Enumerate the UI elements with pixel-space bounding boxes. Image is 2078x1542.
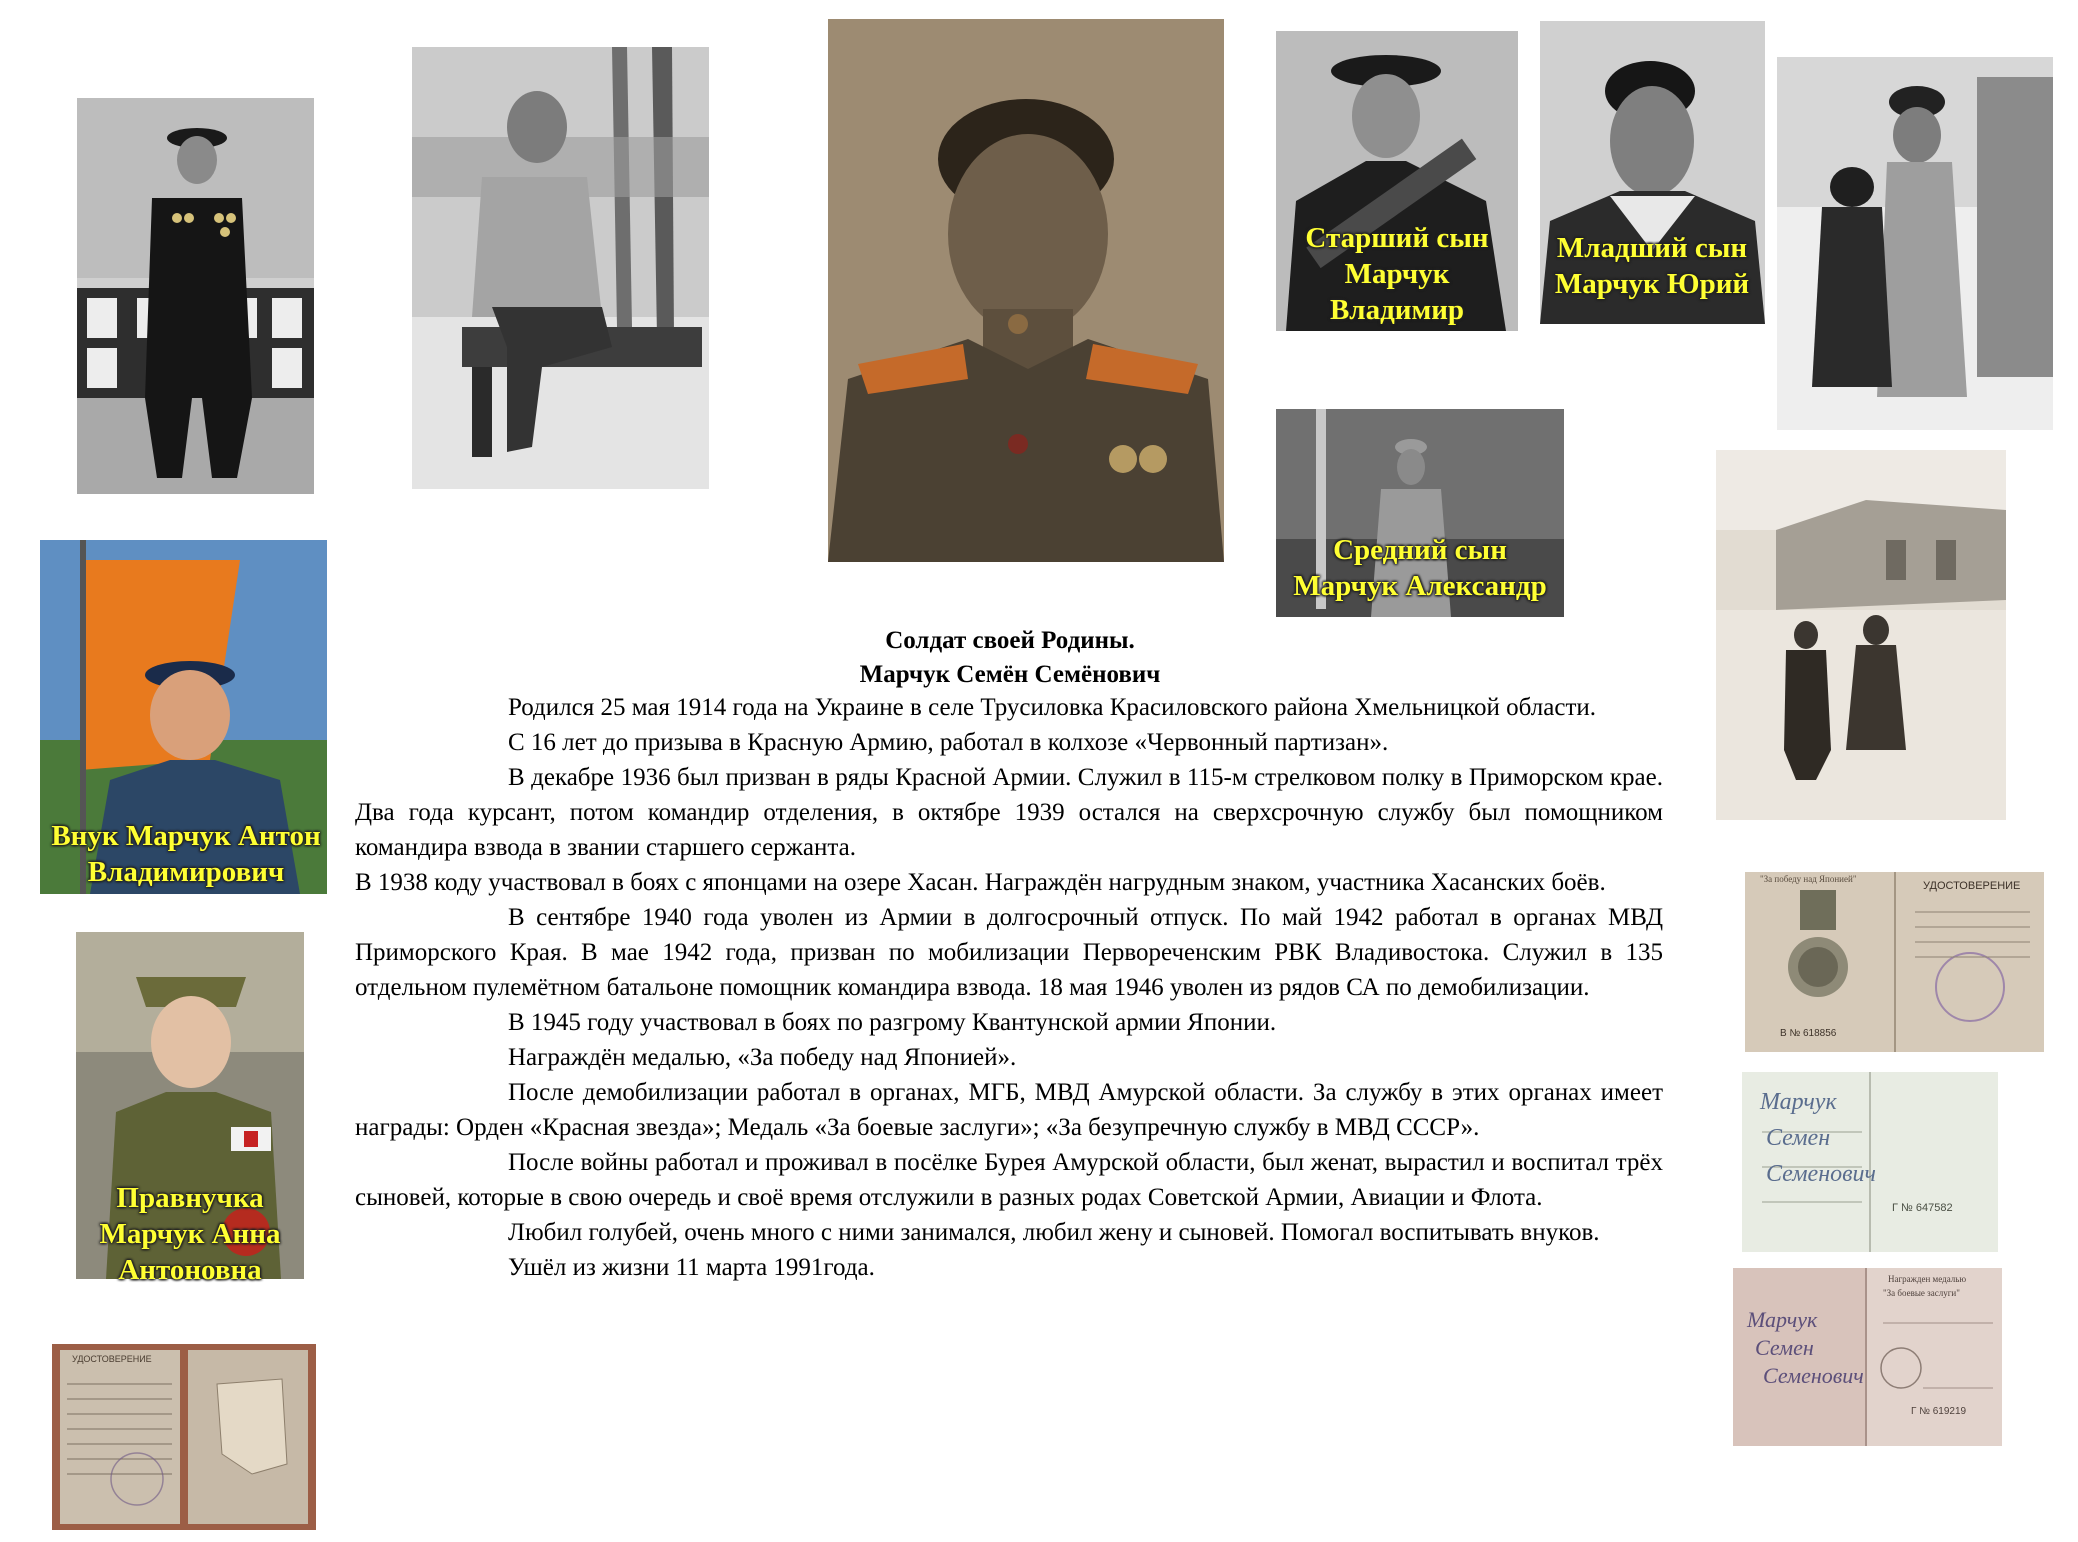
title-line-1: Солдат своей Родины. bbox=[885, 627, 1135, 654]
cert3-header: Награжден медалью bbox=[1888, 1274, 1967, 1284]
photo-award-booklet bbox=[1742, 1072, 1998, 1252]
caption-line: Марчук Анна bbox=[99, 1218, 281, 1250]
caption-line: Правнучка bbox=[116, 1182, 264, 1214]
handwritten-line: Семенович bbox=[1763, 1363, 1864, 1388]
caption-line: Владимир bbox=[1329, 294, 1465, 326]
caption-line: Марчук Юрий bbox=[1554, 268, 1750, 300]
caption-grandson bbox=[36, 818, 336, 890]
photo-main-portrait bbox=[828, 19, 1224, 562]
cert4-header: УДОСТОВЕРЕНИЕ bbox=[72, 1354, 152, 1364]
paragraph: После демобилизации работал в органах, МГБ, МВД Амурской области. За службу в этих органах имеет награды: Орден «Красная звезда»; Медаль «За боевые заслуги»; «За безупречную службу в МВД СССР». bbox=[355, 1079, 1663, 1141]
caption-great-granddaughter bbox=[76, 1180, 304, 1288]
article-title bbox=[700, 624, 1320, 692]
photo-old-certificate bbox=[52, 1344, 316, 1530]
caption-line: Владимирович bbox=[87, 856, 285, 888]
handwritten-line: Семенович bbox=[1766, 1161, 1876, 1187]
paragraph: В 1945 году участвовал в боях по разгрому Квантунской армии Японии. bbox=[508, 1009, 1277, 1036]
paragraph: Награждён медалью, «За победу над Японией». bbox=[508, 1044, 1017, 1071]
photo-medal-certificate bbox=[1745, 872, 2044, 1052]
paragraph: В 1938 коду участвовал в боях с японцами на озере Хасан. Награждён нагрудным знаком, участника Хасанских боёв. bbox=[355, 869, 1606, 896]
handwritten-line: Семен bbox=[1766, 1125, 1831, 1151]
paragraph: После войны работал и проживал в посёлке Бурея Амурской области, был женат, вырастил и воспитал трёх сыновей, которые в свою очередь и своё время отслужили в разных родах Советской Армии, Авиации и Флота. bbox=[355, 1149, 1663, 1211]
cert3-medal: "За боевые заслуги" bbox=[1883, 1288, 1960, 1298]
biography-text bbox=[355, 690, 1663, 1285]
paragraph: В декабре 1936 был призван в ряды Красной Армии. Служил в 115-м стрелковом полку в Приморском крае. Два года курсант, потом командир отделения, в октябре 1939 остался на сверхсрочную службу был помощником командира взвода в звании старшего сержанта. bbox=[355, 764, 1663, 861]
caption-line: Антоновна bbox=[118, 1254, 262, 1286]
cert3-name bbox=[1747, 1306, 1864, 1390]
cert1-stamp-top: "За победу над Японией" bbox=[1760, 874, 1857, 884]
caption-line: Внук Марчук Антон bbox=[51, 820, 321, 852]
caption-line: Средний сын bbox=[1333, 534, 1507, 566]
cert2-number: Г № 647582 bbox=[1892, 1202, 1953, 1214]
cert1-number: В № 618856 bbox=[1780, 1028, 1837, 1039]
paragraph: Ушёл из жизни 11 марта 1991года. bbox=[508, 1254, 875, 1281]
handwritten-line: Марчук bbox=[1747, 1307, 1818, 1332]
photo-couple-walking bbox=[1716, 450, 2006, 820]
caption-middle-son bbox=[1276, 532, 1564, 604]
paragraph: Родился 25 мая 1914 года на Украине в селе Трусиловка Красиловского района Хмельницкой области. bbox=[508, 694, 1597, 721]
cert3-number: Г № 619219 bbox=[1911, 1406, 1967, 1417]
photo-officer-standing bbox=[77, 98, 314, 494]
caption-line: Марчук Александр bbox=[1293, 570, 1547, 602]
caption-elder-son bbox=[1276, 220, 1518, 328]
caption-line: Марчук bbox=[1344, 258, 1450, 290]
handwritten-line: Марчук bbox=[1760, 1089, 1837, 1115]
cert1-header: УДОСТОВЕРЕНИЕ bbox=[1923, 880, 2021, 892]
photo-couple-winter bbox=[1777, 57, 2053, 430]
caption-line: Старший сын bbox=[1305, 222, 1489, 254]
caption-younger-son bbox=[1536, 230, 1768, 302]
caption-line: Младший сын bbox=[1556, 232, 1748, 264]
paragraph: В сентябре 1940 года уволен из Армии в долгосрочный отпуск. По май 1942 работал в органах МВД Приморского Края. В мае 1942 года, призван по мобилизации Первореченским РВК Владивостока. Служил в 135 отдельном пулемётном батальоне помощник командира взвода. 18 мая 1946 уволен из рядов СА по демобилизации. bbox=[355, 904, 1663, 1001]
paragraph: Любил голубей, очень много с ними занимался, любил жену и сыновей. Помогал воспитывать внуков. bbox=[508, 1219, 1600, 1246]
handwritten-line: Семен bbox=[1755, 1335, 1814, 1360]
paragraph: С 16 лет до призыва в Красную Армию, работал в колхозе «Червонный партизан». bbox=[508, 729, 1389, 756]
cert2-name bbox=[1760, 1084, 1876, 1192]
photo-combat-merit-booklet bbox=[1733, 1268, 2002, 1446]
photo-man-on-bench bbox=[412, 47, 709, 489]
title-line-2: Марчук Семён Семёнович bbox=[859, 661, 1161, 688]
